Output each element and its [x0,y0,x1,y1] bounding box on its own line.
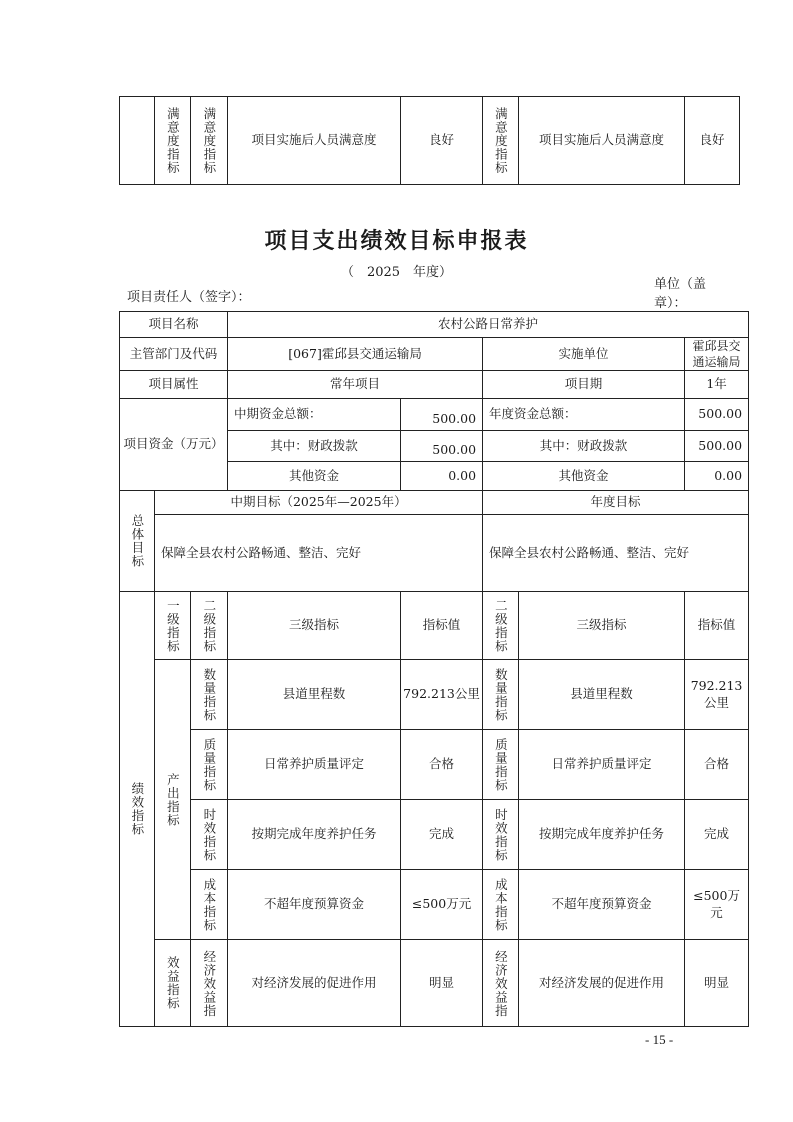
responsible-person-signature: 项目责任人（签字）： [127,290,251,305]
table-row [120,660,749,730]
department-label: 主管部门及代码 [120,338,228,371]
performance-indicator-label: 绩效指标 [120,592,155,1027]
annual-fiscal-value: 500.00 [685,431,749,462]
department-value: [067]霍邱县交通运输局 [228,338,483,371]
goal-header-row [120,491,749,515]
project-name-row [120,312,749,338]
project-name-value: 农村公路日常养护 [228,312,749,338]
previous-table-fragment [119,96,740,185]
table-row [120,870,749,940]
annual-value-cell: 792.213公里 [685,660,749,730]
funds-total-row [120,399,749,431]
annual-level2-cell: 经济效益指 [483,940,519,1027]
blank-cell [120,97,155,185]
year-subtitle: （ 2025 年度） [340,265,453,280]
annual-total-label: 年度资金总额： [483,399,685,431]
level3-cell: 满意度指标 [191,97,228,185]
annual-value-header: 指标值 [685,592,749,660]
value-cell: 合格 [401,730,483,800]
satisfaction-row [120,97,740,185]
value-cell: 792.213公里 [401,660,483,730]
mid-fiscal-value: 500.00 [401,431,483,462]
period-value: 1年 [685,371,749,399]
attribute-label: 项目属性 [120,371,228,399]
unit-seal: 单位（盖章）： [654,277,707,311]
mid-fiscal-label: 其中：财政拨款 [228,431,401,462]
level1-header: 一级指标 [155,592,191,660]
annual-indicator-cell: 日常养护质量评定 [519,730,685,800]
annual-total-value: 500.00 [685,399,749,431]
annual-value-cell: 完成 [685,800,749,870]
annual-level2-cell: 质量指标 [483,730,519,800]
annual-value-cell: 合格 [685,730,749,800]
indicator-header-row [120,592,749,660]
value-cell: ≤500万元 [401,870,483,940]
indicator-cell: 不超年度预算资金 [228,870,401,940]
value-cell: 良好 [401,97,483,185]
annual-level3-header: 三级指标 [519,592,685,660]
value-cell: 明显 [401,940,483,1027]
indicator-cell: 对经济发展的促进作用 [228,940,401,1027]
department-row [120,338,749,371]
annual-level3-cell: 满意度指标 [483,97,519,185]
funds-label: 项目资金（万元） [120,399,228,491]
value-cell: 完成 [401,800,483,870]
annual-indicator-cell: 县道里程数 [519,660,685,730]
annual-indicator-cell: 项目实施后人员满意度 [519,97,685,185]
annual-other-label: 其他资金 [483,462,685,491]
level2-cell: 经济效益指 [191,940,228,1027]
annual-goal-text: 保障全县农村公路畅通、整洁、完好 [483,515,749,592]
level2-cell: 数量指标 [191,660,228,730]
implementing-unit-label: 实施单位 [483,338,685,371]
indicator-cell: 日常养护质量评定 [228,730,401,800]
period-label: 项目期 [483,371,685,399]
annual-value-cell: ≤500万元 [685,870,749,940]
table-row [120,730,749,800]
table-row [120,940,749,1027]
mid-other-label: 其他资金 [228,462,401,491]
annual-value-cell: 明显 [685,940,749,1027]
goal-text-row [120,515,749,592]
mid-goal-header: 中期目标（2025年—2025年） [155,491,483,515]
indicator-cell: 按期完成年度养护任务 [228,800,401,870]
annual-fiscal-label: 其中：财政拨款 [483,431,685,462]
annual-other-value: 0.00 [685,462,749,491]
mid-total-value: 500.00 [401,399,483,431]
annual-level2-cell: 时效指标 [483,800,519,870]
attribute-value: 常年项目 [228,371,483,399]
performance-target-table [119,311,749,1027]
benefit-indicator-label: 效益指标 [155,940,191,1027]
level2-cell: 成本指标 [191,870,228,940]
table-row [120,800,749,870]
output-indicator-label: 产出指标 [155,660,191,940]
annual-goal-header: 年度目标 [483,491,749,515]
mid-goal-text: 保障全县农村公路畅通、整洁、完好 [155,515,483,592]
level2-cell: 质量指标 [191,730,228,800]
page-title: 项目支出绩效目标申报表 [264,229,529,254]
annual-indicator-cell: 不超年度预算资金 [519,870,685,940]
page-number: - 15 - [645,1032,674,1047]
level2-header: 二级指标 [191,592,228,660]
annual-indicator-cell: 对经济发展的促进作用 [519,940,685,1027]
mid-other-value: 0.00 [401,462,483,491]
value-header: 指标值 [401,592,483,660]
mid-total-label: 中期资金总额： [228,399,401,431]
overall-goal-label: 总体目标 [120,491,155,592]
level3-header: 三级指标 [228,592,401,660]
level2-cell: 时效指标 [191,800,228,870]
project-name-label: 项目名称 [120,312,228,338]
annual-level2-cell: 成本指标 [483,870,519,940]
level2-cell: 满意度指标 [155,97,191,185]
attribute-row [120,371,749,399]
indicator-cell: 县道里程数 [228,660,401,730]
indicator-cell: 项目实施后人员满意度 [228,97,401,185]
annual-level2-header: 二级指标 [483,592,519,660]
implementing-unit-value: 霍邱县交通运输局 [685,338,749,371]
annual-indicator-cell: 按期完成年度养护任务 [519,800,685,870]
annual-value-cell: 良好 [685,97,740,185]
annual-level2-cell: 数量指标 [483,660,519,730]
